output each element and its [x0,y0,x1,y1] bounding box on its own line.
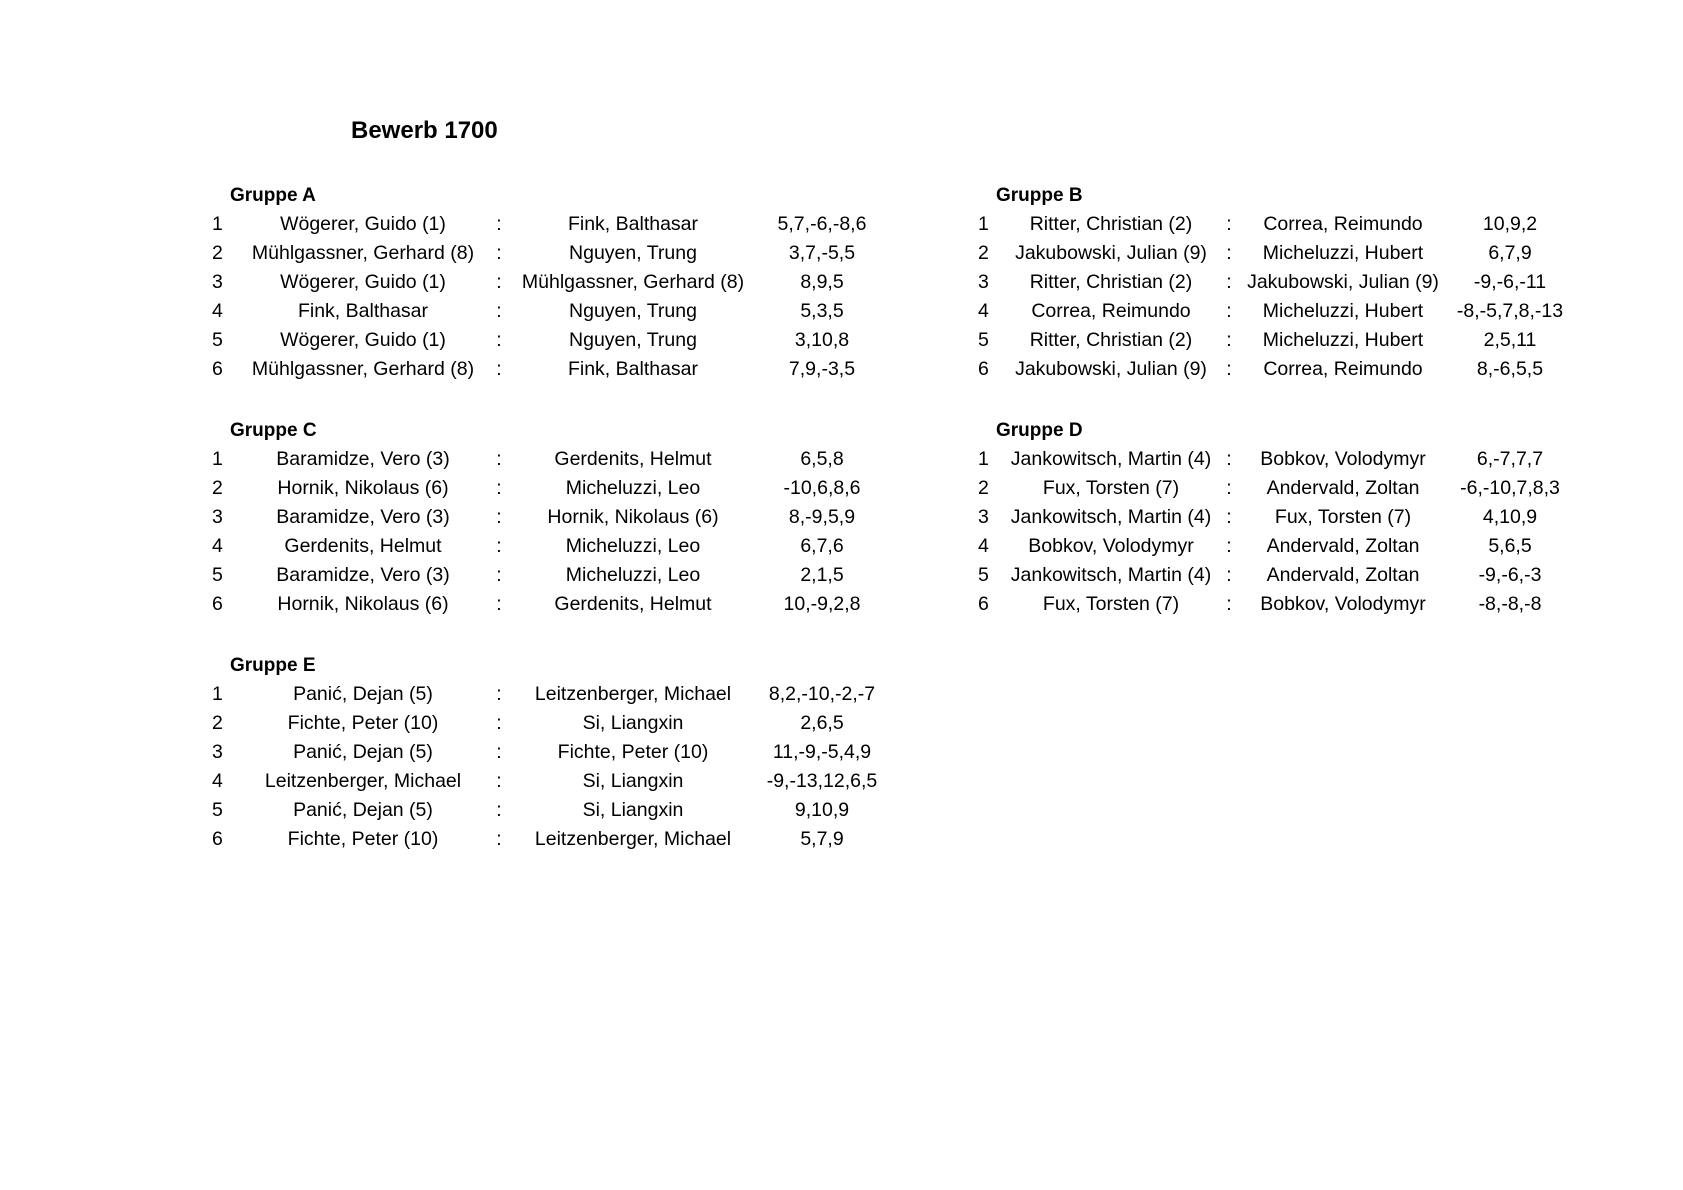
separator: : [496,741,502,763]
separator: : [496,799,502,821]
match-result: 2,1,5 [800,564,844,586]
player-2: Leitzenberger, Michael [534,683,732,705]
match-number: 2 [212,712,223,734]
match-number: 3 [212,271,223,293]
separator: : [496,477,502,499]
player-2: Correa, Reimundo [1263,213,1423,235]
separator: : [496,506,502,528]
separator: : [1226,358,1232,380]
player-1: Fichte, Peter (10) [287,712,439,734]
separator: : [496,242,502,264]
separator: : [496,448,502,470]
separator: : [496,329,502,351]
match-result: -9,-13,12,6,5 [766,770,878,792]
match-number: 4 [212,770,223,792]
player-2: Bobkov, Volodymyr [1260,593,1426,615]
separator: : [1226,271,1232,293]
match-number: 5 [978,329,989,351]
player-1: Jakubowski, Julian (9) [1015,242,1207,264]
separator: : [496,770,502,792]
separator: : [1226,242,1232,264]
player-1: Jankowitsch, Martin (4) [1010,564,1212,586]
player-2: Si, Liangxin [582,770,684,792]
page-title: Bewerb 1700 [351,117,498,144]
player-1: Ritter, Christian (2) [1029,213,1193,235]
match-result: -9,-6,-11 [1473,271,1547,293]
match-number: 3 [978,506,989,528]
player-2: Si, Liangxin [582,712,684,734]
match-result: -8,-5,7,8,-13 [1456,300,1564,322]
match-number: 5 [978,564,989,586]
match-number: 2 [212,477,223,499]
player-1: Wögerer, Guido (1) [280,271,446,293]
match-number: 6 [978,358,989,380]
group-heading: Gruppe C [230,420,317,441]
match-number: 2 [978,477,989,499]
group-heading: Gruppe E [230,655,316,676]
match-result: 8,-9,5,9 [788,506,856,528]
separator: : [1226,506,1232,528]
match-result: 5,7,-6,-8,6 [777,213,867,235]
separator: : [1226,300,1232,322]
match-result: 6,7,6 [800,535,844,557]
match-number: 5 [212,799,223,821]
separator: : [496,712,502,734]
group-heading: Gruppe D [996,420,1083,441]
player-1: Hornik, Nikolaus (6) [277,593,449,615]
separator: : [496,300,502,322]
match-number: 1 [978,213,989,235]
separator: : [496,535,502,557]
match-result: 7,9,-3,5 [788,358,856,380]
player-2: Si, Liangxin [582,799,684,821]
match-result: 6,7,9 [1488,242,1532,264]
separator: : [496,828,502,850]
player-2: Fink, Balthasar [567,358,699,380]
player-1: Panić, Dejan (5) [293,683,433,705]
separator: : [496,271,502,293]
player-1: Fux, Torsten (7) [1042,477,1180,499]
match-number: 3 [212,506,223,528]
match-result: 8,-6,5,5 [1476,358,1544,380]
match-number: 6 [212,358,223,380]
match-number: 3 [212,741,223,763]
player-2: Micheluzzi, Hubert [1262,300,1424,322]
player-1: Panić, Dejan (5) [293,741,433,763]
match-result: -8,-8,-8 [1478,593,1542,615]
separator: : [496,564,502,586]
player-1: Jakubowski, Julian (9) [1015,358,1207,380]
player-2: Fink, Balthasar [567,213,699,235]
player-1: Jankowitsch, Martin (4) [1010,448,1212,470]
match-number: 4 [212,535,223,557]
player-2: Nguyen, Trung [569,300,697,322]
separator: : [496,683,502,705]
player-1: Baramidze, Vero (3) [276,506,450,528]
player-1: Fink, Balthasar [297,300,429,322]
match-result: -6,-10,7,8,3 [1460,477,1560,499]
player-1: Ritter, Christian (2) [1029,271,1193,293]
match-result: 10,-9,2,8 [783,593,861,615]
player-1: Mühlgassner, Gerhard (8) [251,242,475,264]
player-1: Leitzenberger, Michael [264,770,462,792]
match-number: 3 [978,271,989,293]
match-result: 9,10,9 [794,799,850,821]
match-number: 1 [978,448,989,470]
player-2: Mühlgassner, Gerhard (8) [521,271,745,293]
match-result: 2,5,11 [1483,329,1537,351]
match-result: 10,9,2 [1482,213,1538,235]
group-heading: Gruppe B [996,185,1083,206]
separator: : [1226,593,1232,615]
match-result: 2,6,5 [800,712,844,734]
match-result: 5,7,9 [800,828,844,850]
player-2: Micheluzzi, Hubert [1262,329,1424,351]
player-2: Nguyen, Trung [569,242,697,264]
match-result: 6,-7,7,7 [1476,448,1544,470]
player-2: Micheluzzi, Leo [565,564,701,586]
player-1: Bobkov, Volodymyr [1028,535,1194,557]
separator: : [496,358,502,380]
player-2: Micheluzzi, Leo [565,477,701,499]
player-1: Ritter, Christian (2) [1029,329,1193,351]
player-1: Fux, Torsten (7) [1042,593,1180,615]
player-2: Fichte, Peter (10) [557,741,709,763]
player-2: Bobkov, Volodymyr [1260,448,1426,470]
match-number: 1 [212,213,223,235]
player-2: Gerdenits, Helmut [554,448,712,470]
player-1: Panić, Dejan (5) [293,799,433,821]
separator: : [1226,535,1232,557]
player-1: Correa, Reimundo [1031,300,1191,322]
match-number: 5 [212,329,223,351]
player-1: Mühlgassner, Gerhard (8) [251,358,475,380]
player-1: Jankowitsch, Martin (4) [1010,506,1212,528]
match-result: -10,6,8,6 [783,477,861,499]
match-result: 4,10,9 [1482,506,1538,528]
player-1: Hornik, Nikolaus (6) [277,477,449,499]
player-2: Hornik, Nikolaus (6) [547,506,719,528]
match-number: 2 [212,242,223,264]
match-number: 6 [212,828,223,850]
match-number: 4 [978,300,989,322]
player-2: Leitzenberger, Michael [534,828,732,850]
match-result: 6,5,8 [800,448,844,470]
separator: : [496,213,502,235]
match-result: 3,7,-5,5 [788,242,856,264]
player-2: Jakubowski, Julian (9) [1247,271,1439,293]
separator: : [496,593,502,615]
match-result: 5,3,5 [800,300,844,322]
player-1: Baramidze, Vero (3) [276,448,450,470]
match-number: 5 [212,564,223,586]
player-1: Fichte, Peter (10) [287,828,439,850]
player-1: Gerdenits, Helmut [284,535,442,557]
match-number: 6 [978,593,989,615]
match-result: 3,10,8 [794,329,850,351]
match-result: 8,2,-10,-2,-7 [768,683,876,705]
match-result: 11,-9,-5,4,9 [772,741,872,763]
match-number: 4 [212,300,223,322]
match-number: 2 [978,242,989,264]
player-1: Wögerer, Guido (1) [280,329,446,351]
separator: : [1226,448,1232,470]
match-number: 6 [212,593,223,615]
group-heading: Gruppe A [230,185,316,206]
separator: : [1226,564,1232,586]
player-2: Micheluzzi, Leo [565,535,701,557]
match-number: 1 [212,683,223,705]
player-2: Gerdenits, Helmut [554,593,712,615]
player-2: Nguyen, Trung [569,329,697,351]
player-2: Correa, Reimundo [1263,358,1423,380]
match-number: 4 [978,535,989,557]
separator: : [1226,329,1232,351]
player-2: Andervald, Zoltan [1266,535,1420,557]
match-result: 8,9,5 [800,271,844,293]
match-result: -9,-6,-3 [1478,564,1542,586]
player-1: Baramidze, Vero (3) [276,564,450,586]
player-2: Micheluzzi, Hubert [1262,242,1424,264]
separator: : [1226,477,1232,499]
separator: : [1226,213,1232,235]
player-2: Andervald, Zoltan [1266,564,1420,586]
match-result: 5,6,5 [1488,535,1532,557]
player-2: Fux, Torsten (7) [1274,506,1412,528]
match-number: 1 [212,448,223,470]
player-2: Andervald, Zoltan [1266,477,1420,499]
player-1: Wögerer, Guido (1) [280,213,446,235]
